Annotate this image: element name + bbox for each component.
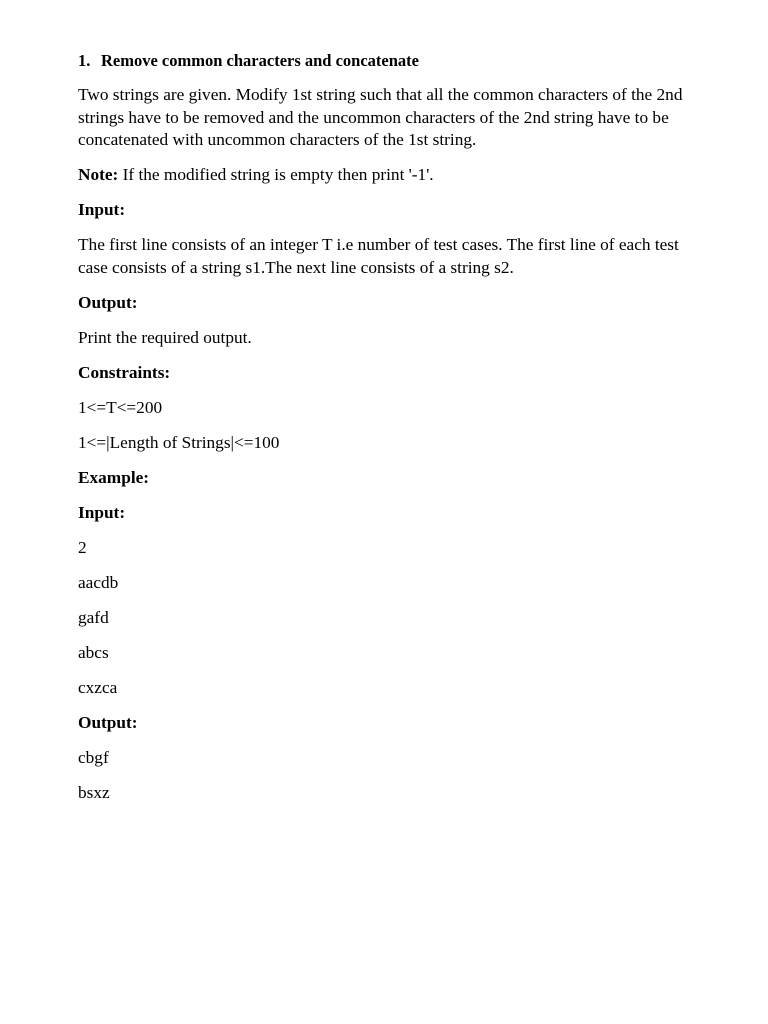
note-text: If the modified string is empty then print '-1'.: [118, 165, 434, 184]
example-input-heading: Input:: [78, 502, 126, 522]
problem-heading: [78, 50, 693, 72]
output-description: Print the required output.: [78, 327, 252, 347]
constraints-heading: Constraints:: [78, 362, 171, 382]
input-heading: Input:: [78, 200, 126, 219]
constraint-line: 1<=T<=200: [78, 397, 163, 417]
example-input-line: cxzca: [78, 677, 118, 697]
constraint-line: 1<=|Length of Strings|<=100: [78, 432, 280, 452]
output-heading: Output:: [78, 292, 138, 312]
document-page: [78, 50, 693, 817]
problem-description: Two strings are given. Modify 1st string such that all the common characters of the 2nd strings have to be removed and the uncommon characters of the 2nd string have to be concatenated with uncommon characters of the 1st string.: [78, 85, 683, 149]
problem-number: 1.: [78, 51, 91, 70]
note-label: Note:: [78, 165, 119, 184]
example-input-line: 2: [78, 537, 87, 557]
example-output-line: cbgf: [78, 747, 109, 767]
example-output-heading: Output:: [78, 712, 138, 732]
example-heading: Example:: [78, 467, 150, 487]
note-paragraph: [78, 164, 693, 187]
example-input-line: aacdb: [78, 572, 119, 592]
example-output-line: bsxz: [78, 782, 110, 802]
example-input-line: gafd: [78, 607, 109, 627]
example-input-line: abcs: [78, 642, 109, 662]
input-description: The first line consists of an integer T i.e number of test cases. The first line of each test case consists of a string s1.The next line consists of a string s2.: [78, 235, 679, 277]
problem-title: Remove common characters and concatenate: [101, 51, 419, 70]
